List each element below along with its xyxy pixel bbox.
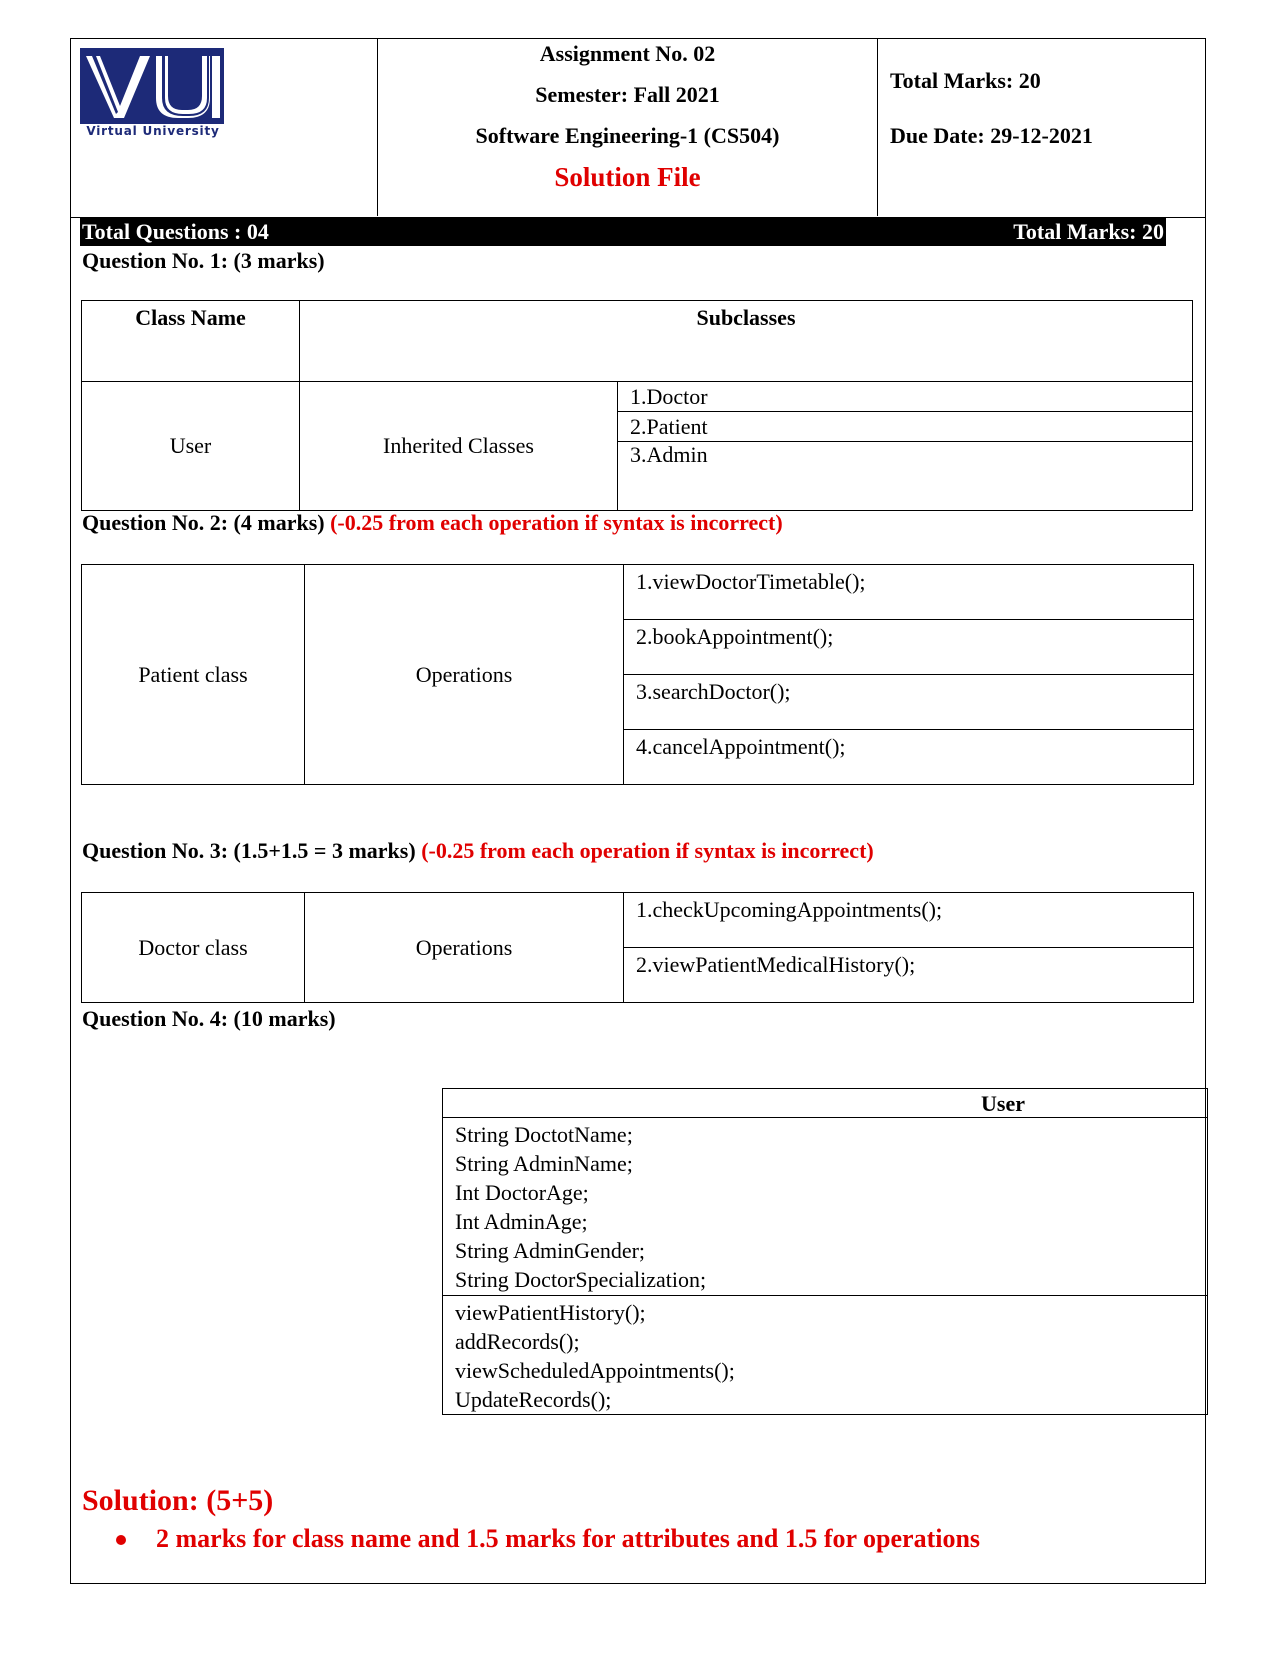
uml-operation: UpdateRecords();	[455, 1387, 612, 1412]
vu-logo-mark	[80, 48, 224, 124]
vu-logo-icon	[80, 48, 224, 124]
q2-operation: 4.cancelAppointment();	[624, 730, 1194, 785]
q1-item: 2.Patient	[618, 412, 1193, 442]
q1-col-subclasses: Subclasses	[300, 301, 1193, 382]
q3-heading	[82, 838, 874, 864]
solution-file-label: Solution File	[554, 162, 701, 192]
semester: Semester: Fall 2021	[535, 82, 720, 107]
marks-cell	[878, 38, 1204, 216]
uml-attribute: Int AdminAge;	[455, 1209, 588, 1234]
uml-operation: addRecords();	[455, 1329, 580, 1354]
uml-attribute: String AdminGender;	[455, 1238, 646, 1263]
course-name: Software Engineering-1 (CS504)	[475, 123, 780, 148]
q1-col-class-name: Class Name	[82, 301, 300, 382]
uml-attribute: String DoctotName;	[455, 1122, 633, 1147]
uml-operation: viewScheduledAppointments();	[455, 1358, 735, 1383]
q3-class-cell: Doctor class	[82, 893, 305, 1003]
q1-relation-cell: Inherited Classes	[300, 382, 618, 511]
q3-operation: 2.viewPatientMedicalHistory();	[624, 948, 1194, 1003]
q2-note: (-0.25 from each operation if syntax is incorrect)	[330, 510, 783, 535]
q1-class-cell: User	[82, 382, 300, 511]
solution-title: Solution: (5+5)	[82, 1484, 274, 1517]
uml-attribute: String AdminName;	[455, 1151, 633, 1176]
q3-heading-text: Question No. 3: (1.5+1.5 = 3 marks)	[82, 838, 416, 863]
uml-operation: viewPatientHistory();	[455, 1300, 646, 1325]
q2-class-cell: Patient class	[82, 565, 305, 785]
due-date: Due Date: 29-12-2021	[890, 123, 1093, 148]
logo-cell	[70, 38, 378, 216]
q2-heading	[82, 510, 783, 536]
q2-operation: 1.viewDoctorTimetable();	[624, 565, 1194, 620]
summary-bar	[80, 218, 1166, 246]
uml-operations	[443, 1296, 1207, 1414]
uml-attribute: Int DoctorAge;	[455, 1180, 589, 1205]
bar-total-marks: Total Marks: 20	[1013, 219, 1164, 244]
total-questions: Total Questions : 04	[82, 219, 269, 244]
q2-operation: 3.searchDoctor();	[624, 675, 1194, 730]
vu-logo	[80, 48, 226, 148]
q1-heading: Question No. 1: (3 marks)	[82, 248, 325, 273]
q4-heading: Question No. 4: (10 marks)	[82, 1006, 336, 1031]
q3-note: (-0.25 from each operation if syntax is incorrect)	[421, 838, 874, 863]
bullet-icon	[116, 1535, 126, 1545]
title-cell	[378, 38, 878, 216]
assignment-number: Assignment No. 02	[539, 41, 716, 66]
q1-table	[81, 300, 1193, 511]
q1-item: 1.Doctor	[618, 382, 1193, 412]
solution-bullet-text: 2 marks for class name and 1.5 marks for attributes and 1.5 for operations	[156, 1524, 981, 1553]
q1-item: 3.Admin	[618, 442, 1193, 511]
q3-table	[81, 892, 1194, 1003]
q2-relation-cell: Operations	[305, 565, 624, 785]
q2-heading-text: Question No. 2: (4 marks)	[82, 510, 325, 535]
q3-operation: 1.checkUpcomingAppointments();	[624, 893, 1194, 948]
q3-relation-cell: Operations	[305, 893, 624, 1003]
uml-class-title: User	[443, 1089, 1207, 1118]
uml-attribute: String DoctorSpecialization;	[455, 1267, 707, 1292]
logo-caption: Virtual University	[86, 124, 220, 138]
header-total-marks: Total Marks: 20	[890, 68, 1041, 93]
q2-table	[81, 564, 1194, 785]
uml-class-diagram	[442, 1088, 1208, 1415]
q2-operation: 2.bookAppointment();	[624, 620, 1194, 675]
document-header	[70, 38, 1206, 218]
uml-attributes	[443, 1118, 1207, 1296]
